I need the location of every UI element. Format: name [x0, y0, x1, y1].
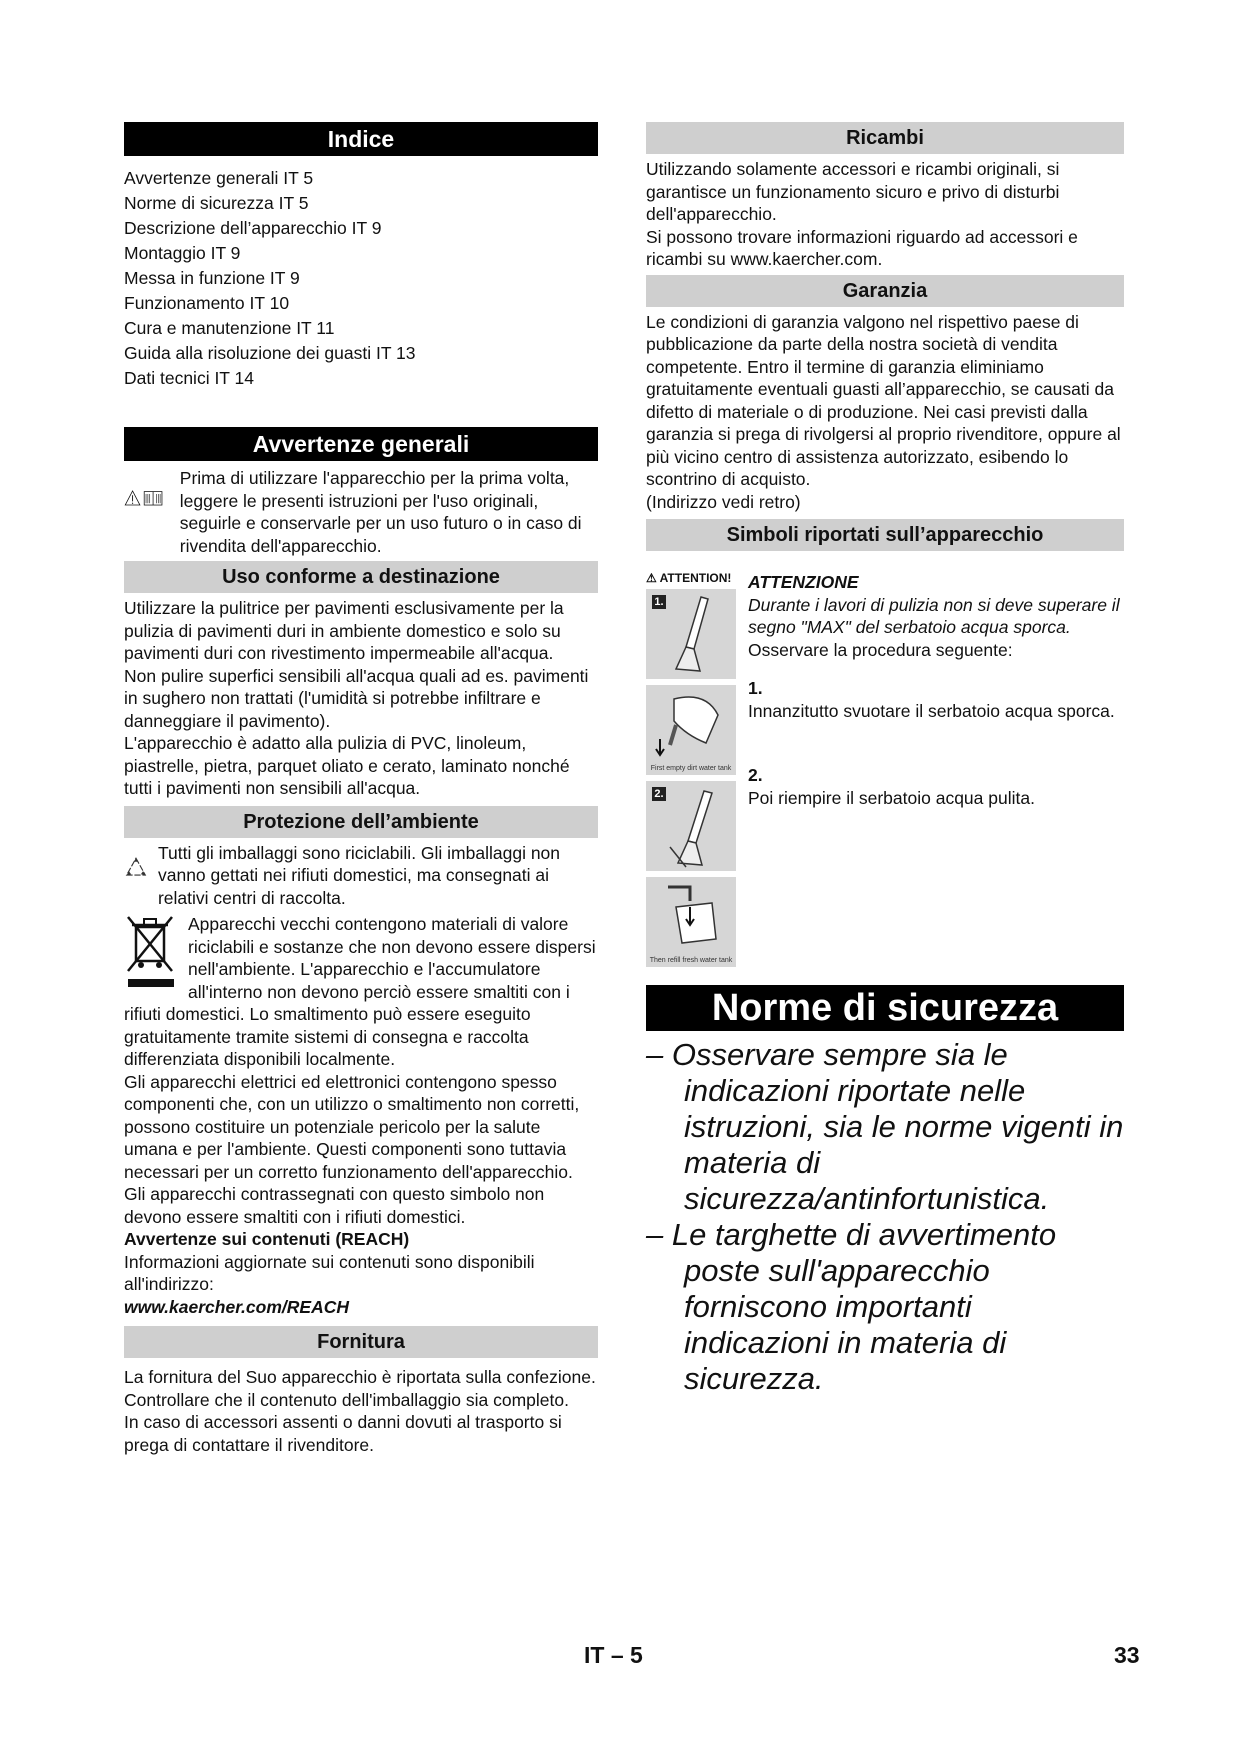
weee-text: Apparecchi vecchi contengono materiali di valore riciclabili e sostanze che non devono essere dispersi nell'ambiente. L'apparecchio e l'accumulatore all'interno non devono perciò essere smaltiti con i rifiuti domestici. Lo smaltimento può essere eseguito gratuitamente tramite sistemi di consegna e raccolta differenziata disponibili localmente. — [124, 914, 596, 1069]
fornitura-paragraph: In caso di accessori assenti o danni dovuti al trasporto si prega di contattare il rivenditore. — [124, 1412, 562, 1455]
safety-item: – Le targhette di avvertimento poste sull'apparecchio forniscono importanti indicazioni in materia di sicurezza. — [646, 1217, 1057, 1396]
step-image-3: 2. — [646, 781, 736, 871]
simboli-heading: Simboli riportati sull’apparecchio — [646, 519, 1124, 551]
procedure-text: Osservare la procedura seguente: — [748, 639, 1013, 660]
recycle-row — [124, 842, 598, 910]
safety-item: – Osservare sempre sia le indicazioni riportate nelle istruzioni, sia le norme vigenti in materia di sicurezza/antinfortunistica. — [646, 1037, 1124, 1216]
ricambi-section — [646, 158, 1124, 271]
norme-heading: Norme di sicurezza — [646, 985, 1124, 1031]
garanzia-paragraph: Le condizioni di garanzia valgono nel rispettivo paese di pubblicazione da parte della nostra società di vendita competente. Entro il termine di garanzia eliminiamo gratuitamente eventuali guasti all’apparecchio, se causati da difetto di materiale o di produzione. Nei casi previsti dalla garanzia si prega di rivolgersi al proprio rivenditore, oppure al più vicino centro di assistenza autorizzato, esibendo lo scontrino di acquisto. — [646, 311, 1121, 489]
uso-paragraph: Utilizzare la pulitrice per pavimenti esclusivamente per la pulizia di pavimenti duri in ambiente domestico e solo su pavimenti duri con rivestimento impermeabile all'acqua. — [124, 598, 564, 663]
uso-heading: Uso conforme a destinazione — [124, 561, 598, 593]
avvertenze-heading: Avvertenze generali — [124, 427, 598, 461]
fornitura-heading: Fornitura — [124, 1326, 598, 1358]
empty-tank-icon — [646, 685, 736, 775]
step-1-text: Innanzitutto svuotare il serbatoio acqua sporca. — [748, 700, 1115, 721]
fornitura-section — [124, 1366, 598, 1456]
ricambi-heading: Ricambi — [646, 122, 1124, 154]
page-number: 33 — [1114, 1642, 1140, 1668]
right-column — [646, 122, 1124, 1397]
avvertenze-text: Prima di utilizzare l'apparecchio per la prima volta, leggere le presenti istruzioni per l'uso originali, seguirle e conservarle per un uso futuro o in caso di rivendita dell'apparecchio. — [179, 468, 582, 556]
uso-section — [124, 597, 598, 800]
garanzia-paragraph: (Indirizzo vedi retro) — [646, 491, 801, 512]
step-1-number: 1. — [748, 678, 763, 698]
warning-manual-icon — [124, 467, 164, 529]
toc-item[interactable]: Funzionamento IT 10 — [124, 293, 290, 313]
step-2-number: 2. — [748, 765, 763, 785]
crossed-bin-icon — [124, 913, 178, 991]
toc-item[interactable]: Guida alla risoluzione dei guasti IT 13 — [124, 343, 416, 363]
simboli-text — [748, 571, 1124, 973]
reach-text: Informazioni aggiornate sui contenuti sono disponibili all'indirizzo: — [124, 1251, 535, 1294]
attention-label: ⚠ ATTENTION! — [646, 571, 732, 585]
footer-section-page: IT – 5 — [584, 1642, 643, 1668]
left-column — [124, 122, 598, 1456]
refill-tank-icon — [646, 877, 736, 967]
toc-item[interactable]: Cura e manutenzione IT 11 — [124, 318, 335, 338]
toc-item[interactable]: Dati tecnici IT 14 — [124, 368, 255, 388]
simboli-block — [646, 571, 1124, 973]
recycle-icon — [124, 842, 148, 894]
garanzia-section — [646, 311, 1124, 514]
garanzia-heading: Garanzia — [646, 275, 1124, 307]
reach-link[interactable]: www.kaercher.com/REACH — [124, 1296, 349, 1317]
recycle-text: Tutti gli imballaggi sono riciclabili. Gli imballaggi non vanno gettati nei rifiuti domestici, ma consegnati ai relativi centri di raccolta. — [157, 842, 561, 908]
toc-item[interactable]: Avvertenze generali IT 5 — [124, 168, 314, 188]
toc-item[interactable]: Messa in funzione IT 9 — [124, 268, 300, 288]
step-2-text: Poi riempire il serbatoio acqua pulita. — [748, 787, 1035, 808]
step-image-1: 1. — [646, 589, 736, 679]
ambiente-heading: Protezione dell’ambiente — [124, 806, 598, 838]
step-image-2: First empty dirt water tank — [646, 685, 736, 775]
simboli-images — [646, 571, 738, 973]
indice-heading: Indice — [124, 122, 598, 156]
table-of-contents — [124, 166, 598, 391]
ricambi-paragraph: Si possono trovare informazioni riguardo ad accessori e ricambi su www.kaercher.com. — [646, 226, 1078, 269]
elettrici-text: Gli apparecchi elettrici ed elettronici contengono spesso componenti che, con un utilizzo o smaltimento non corretti, possono costituire un potenziale pericolo per la salute umana e per l'ambiente. Questi componenti sono tuttavia necessari per un corretto funzionamento dell'apparecchio. Gli apparecchi contrassegnati con questo simbolo non devono essere smaltiti con i rifiuti domestici. — [124, 1071, 580, 1227]
toc-item[interactable]: Montaggio IT 9 — [124, 243, 241, 263]
attenzione-label: ATTENZIONE — [748, 572, 859, 592]
safety-list — [646, 1037, 1124, 1397]
weee-row — [124, 913, 598, 1071]
uso-paragraph: L'apparecchio è adatto alla pulizia di PVC, linoleum, piastrelle, pietra, parquet oliato e cerato, laminato nonché tutti i pavimenti non sensibili all'acqua. — [124, 733, 570, 798]
reach-title: Avvertenze sui contenuti (REACH) — [124, 1229, 410, 1249]
toc-item[interactable]: Norme di sicurezza IT 5 — [124, 193, 309, 213]
uso-paragraph: Non pulire superfici sensibili all'acqua quali ad es. pavimenti in sughero non trattati (l'umidità si potrebbe infiltrare e danneggiare il pavimento). — [124, 665, 589, 731]
ricambi-paragraph: Utilizzando solamente accessori e ricambi originali, si garantisce un funzionamento sicuro e privo di disturbi dell'apparecchio. — [646, 159, 1060, 224]
avvertenze-intro — [124, 467, 598, 557]
step-image-4: Then refill fresh water tank — [646, 877, 736, 967]
attenzione-warning: Durante i lavori di pulizia non si deve superare il segno "MAX" del serbatoio acqua sporca. — [748, 594, 1120, 637]
toc-item[interactable]: Descrizione dell’apparecchio IT 9 — [124, 218, 382, 238]
warning-icon: ⚠ — [646, 571, 657, 585]
fornitura-paragraph: La fornitura del Suo apparecchio è riportata sulla confezione. Controllare che il contenuto dell'imballaggio sia completo. — [124, 1367, 596, 1410]
ambiente-section — [124, 842, 598, 1319]
